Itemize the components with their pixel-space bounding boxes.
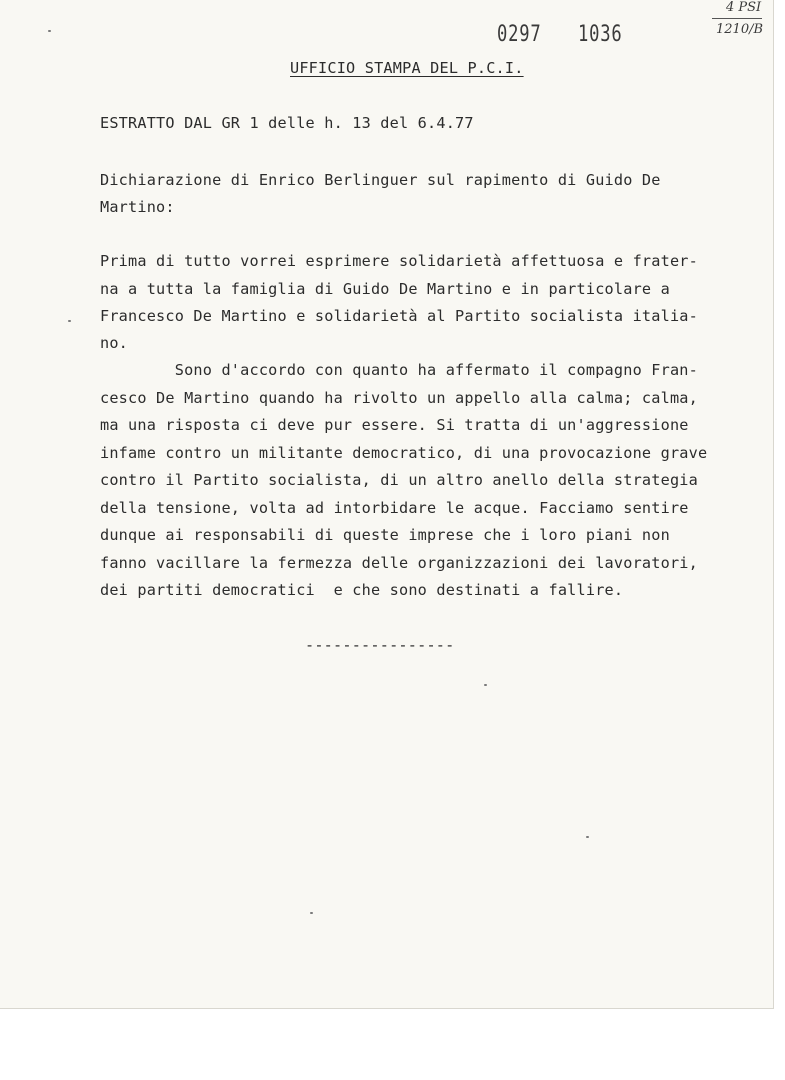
statement-line: infame contro un militante democratico, di una provocazione grave [100,444,708,462]
statement-line: Francesco De Martino e solidarietà al Partito socialista italia- [100,307,698,325]
archive-stamp-number-secondary: 1036 [578,22,623,47]
statement-line: cesco De Martino quando ha rivolto un appello alla calma; calma, [100,389,698,407]
statement-line: della tensione, volta ad intorbidare le acque. Facciamo sentire [100,499,689,517]
extract-reference: ESTRATTO DAL GR 1 delle h. 13 del 6.4.77 [100,114,474,132]
paper-speck [310,912,313,914]
statement-line: dunque ai responsabili di queste imprese che i loro piani non [100,526,670,544]
statement-line: na a tutta la famiglia di Guido De Martino e in particolare a [100,280,670,298]
handwritten-note: 4 PSI [726,0,762,15]
closing-divider: ---------------- [305,636,455,654]
statement-line: dei partiti democratici e che sono destinati a fallire. [100,581,624,599]
handwritten-archive-code: 1210/B [716,22,764,37]
statement-line: contro il Partito socialista, di un altro anello della strategia [100,471,698,489]
intro-line: Dichiarazione di Enrico Berlinguer sul rapimento di Guido De [100,171,661,189]
paper-speck [48,30,51,32]
paper-speck [68,320,71,322]
statement-line: Prima di tutto vorrei esprimere solidarietà affettuosa e frater- [100,252,698,270]
statement-line: ma una risposta ci deve pur essere. Si tratta di un'aggressione [100,416,689,434]
statement-line: no. [100,334,129,352]
statement-line: fanno vacillare la fermezza delle organizzazioni dei lavoratori, [100,554,698,572]
page-title: UFFICIO STAMPA DEL P.C.I. [290,59,524,77]
handwritten-rule [712,18,762,19]
intro-line: Martino: [100,198,175,216]
paper-speck [586,836,589,838]
statement-line: Sono d'accordo con quanto ha affermato il compagno Fran- [100,361,698,379]
archive-stamp-number: 0297 [497,22,542,47]
paper-speck [484,684,487,686]
